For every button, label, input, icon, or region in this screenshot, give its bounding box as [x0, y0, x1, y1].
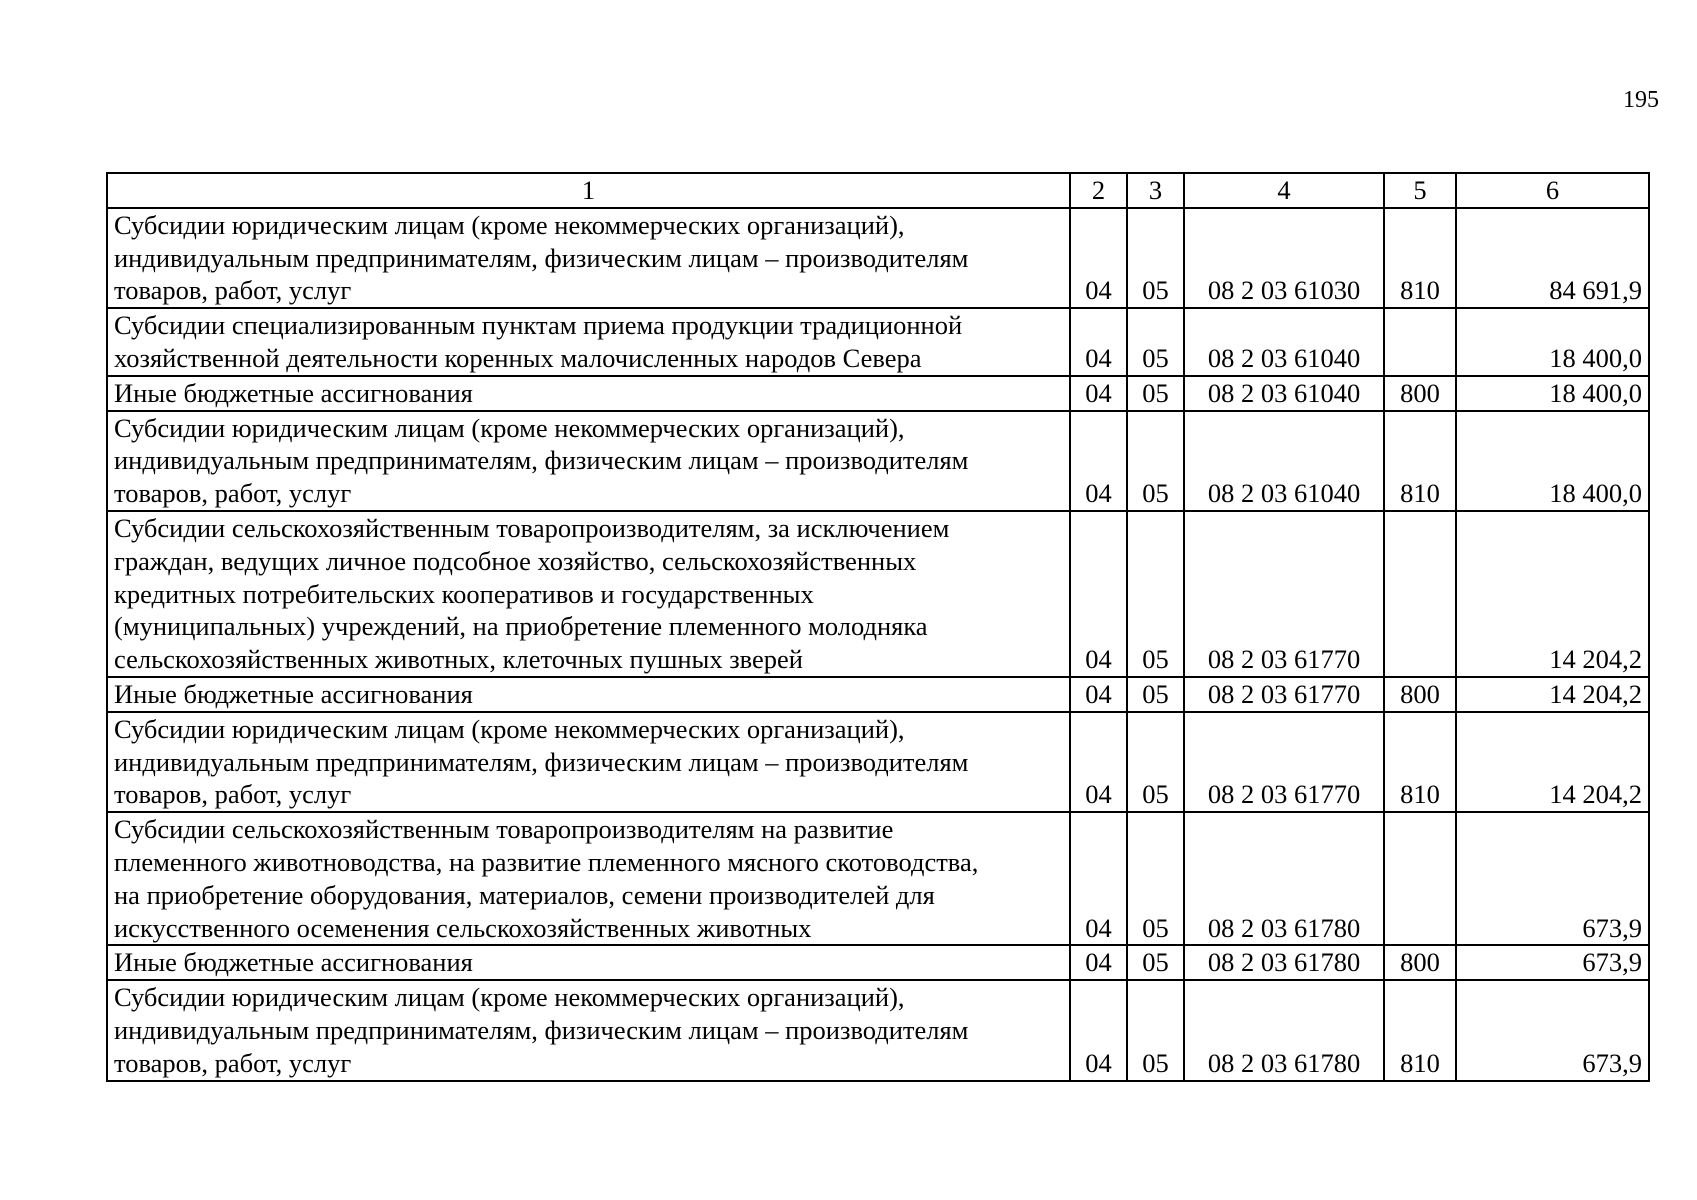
row-subsection: 05 [1127, 712, 1184, 812]
header-col-3: 3 [1127, 173, 1184, 208]
row-amount: 14 204,2 [1456, 511, 1649, 677]
row-amount: 18 400,0 [1456, 308, 1649, 376]
table-row [107, 376, 1649, 411]
row-target-code: 08 2 03 61780 [1184, 980, 1384, 1080]
row-target-code: 08 2 03 61780 [1184, 812, 1384, 945]
page-number: 195 [1623, 87, 1659, 113]
row-description: Субсидии юридическим лицам (кроме некоммерческих организаций), индивидуальным предпринимателям, физическим лицам – производителям товаров, работ, услуг [107, 980, 1070, 1080]
row-subsection: 05 [1127, 376, 1184, 411]
row-expense-type: 800 [1384, 677, 1456, 712]
header-col-5: 5 [1384, 173, 1456, 208]
row-expense-type: 810 [1384, 712, 1456, 812]
row-subsection: 05 [1127, 208, 1184, 308]
row-section: 04 [1070, 308, 1127, 376]
row-amount: 84 691,9 [1456, 208, 1649, 308]
row-expense-type: 810 [1384, 411, 1456, 511]
row-target-code: 08 2 03 61030 [1184, 208, 1384, 308]
row-description: Субсидии сельскохозяйственным товаропроизводителям на развитие племенного животноводства, на развитие племенного мясного скотоводства, на приобретение оборудования, материалов, семени производителей для искусственного осеменения сельскохозяйственных животных [107, 812, 1070, 945]
row-expense-type: 800 [1384, 945, 1456, 980]
row-description: Субсидии юридическим лицам (кроме некоммерческих организаций), индивидуальным предпринимателям, физическим лицам – производителям товаров, работ, услуг [107, 208, 1070, 308]
row-section: 04 [1070, 677, 1127, 712]
table-row [107, 812, 1649, 945]
row-target-code: 08 2 03 61780 [1184, 945, 1384, 980]
row-amount: 18 400,0 [1456, 376, 1649, 411]
row-section: 04 [1070, 945, 1127, 980]
row-description: Субсидии сельскохозяйственным товаропроизводителям, за исключением граждан, ведущих личное подсобное хозяйство, сельскохозяйственных кредитных потребительских кооперативов и государственных (муниципальных) учреждений, на приобретение племенного молодняка сельскохозяйственных животных, клеточных пушных зверей [107, 511, 1070, 677]
row-description: Субсидии специализированным пунктам приема продукции традиционной хозяйственной деятельности коренных малочисленных народов Севера [107, 308, 1070, 376]
row-expense-type [1384, 812, 1456, 945]
row-subsection: 05 [1127, 980, 1184, 1080]
row-amount: 18 400,0 [1456, 411, 1649, 511]
row-subsection: 05 [1127, 945, 1184, 980]
row-section: 04 [1070, 812, 1127, 945]
row-amount: 673,9 [1456, 945, 1649, 980]
row-section: 04 [1070, 980, 1127, 1080]
row-description: Субсидии юридическим лицам (кроме некоммерческих организаций), индивидуальным предпринимателям, физическим лицам – производителям товаров, работ, услуг [107, 411, 1070, 511]
row-amount: 673,9 [1456, 812, 1649, 945]
row-subsection: 05 [1127, 812, 1184, 945]
table-header-row [107, 173, 1649, 208]
header-col-4: 4 [1184, 173, 1384, 208]
row-section: 04 [1070, 208, 1127, 308]
row-target-code: 08 2 03 61770 [1184, 511, 1384, 677]
row-target-code: 08 2 03 61770 [1184, 712, 1384, 812]
row-subsection: 05 [1127, 308, 1184, 376]
table-row [107, 677, 1649, 712]
table-row [107, 945, 1649, 980]
row-expense-type: 810 [1384, 980, 1456, 1080]
row-amount: 14 204,2 [1456, 677, 1649, 712]
row-target-code: 08 2 03 61770 [1184, 677, 1384, 712]
row-target-code: 08 2 03 61040 [1184, 376, 1384, 411]
table-row [107, 712, 1649, 812]
row-section: 04 [1070, 376, 1127, 411]
header-col-1: 1 [107, 173, 1070, 208]
header-col-2: 2 [1070, 173, 1127, 208]
table-row [107, 208, 1649, 308]
row-expense-type: 810 [1384, 208, 1456, 308]
row-subsection: 05 [1127, 511, 1184, 677]
budget-table [106, 172, 1650, 1082]
row-amount: 14 204,2 [1456, 712, 1649, 812]
table-row [107, 980, 1649, 1080]
row-expense-type: 800 [1384, 376, 1456, 411]
row-description: Иные бюджетные ассигнования [107, 945, 1070, 980]
row-section: 04 [1070, 511, 1127, 677]
table-row [107, 411, 1649, 511]
row-section: 04 [1070, 411, 1127, 511]
row-description: Иные бюджетные ассигнования [107, 677, 1070, 712]
row-amount: 673,9 [1456, 980, 1649, 1080]
row-subsection: 05 [1127, 677, 1184, 712]
table-row [107, 308, 1649, 376]
table-row [107, 511, 1649, 677]
row-description: Субсидии юридическим лицам (кроме некоммерческих организаций), индивидуальным предпринимателям, физическим лицам – производителям товаров, работ, услуг [107, 712, 1070, 812]
row-expense-type [1384, 511, 1456, 677]
row-target-code: 08 2 03 61040 [1184, 308, 1384, 376]
row-section: 04 [1070, 712, 1127, 812]
row-description: Иные бюджетные ассигнования [107, 376, 1070, 411]
row-expense-type [1384, 308, 1456, 376]
row-subsection: 05 [1127, 411, 1184, 511]
header-col-6: 6 [1456, 173, 1649, 208]
row-target-code: 08 2 03 61040 [1184, 411, 1384, 511]
